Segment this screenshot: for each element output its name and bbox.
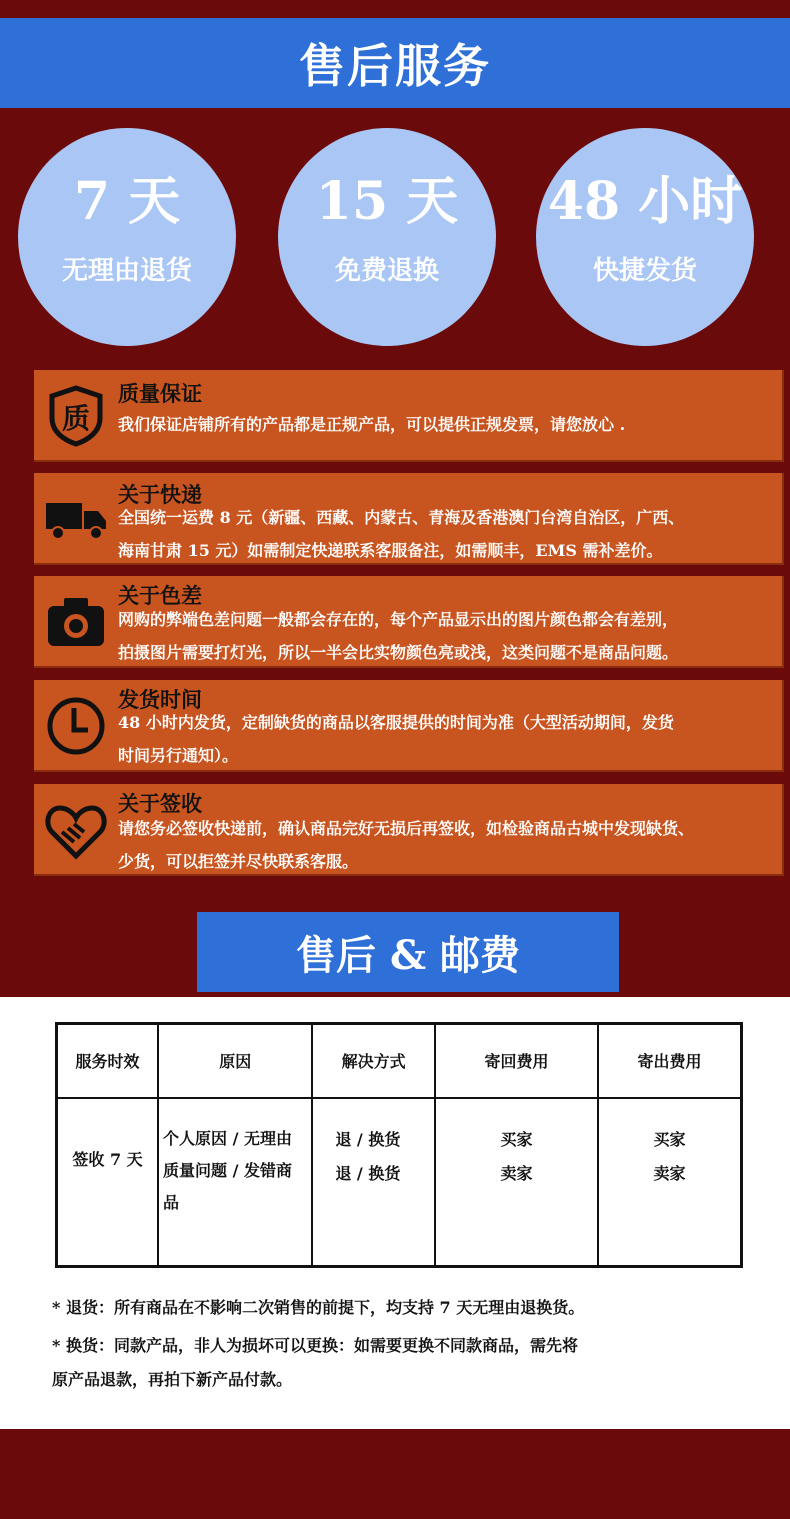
card-sign-for-delivery [34, 784, 784, 876]
table-header: 服务时效 [57, 1024, 159, 1098]
card-delivery [34, 473, 784, 565]
cell-line: 退 / 换货 [335, 1129, 401, 1149]
note-exchange-continued: 原产品退款，再拍下新产品付款。 [52, 1370, 293, 1389]
svg-text:质: 质 [61, 402, 91, 435]
badge-value: 48 小时 [547, 170, 743, 232]
section-title: 售后 & 邮费 [296, 931, 520, 979]
table-header: 原因 [158, 1024, 312, 1098]
table-cell-return-fee [435, 1098, 598, 1267]
card-text [118, 706, 778, 772]
badge-value: 7 天 [73, 170, 181, 232]
card-line: 请您务必签收快递前，确认商品完好无损后再签收，如检验商品古城中发现缺货、 [118, 819, 695, 838]
card-text [118, 408, 778, 441]
table-header: 寄出费用 [598, 1024, 741, 1098]
badge-48-hours [536, 128, 754, 346]
card-title: 关于快递 [118, 482, 202, 507]
card-line: 全国统一运费 8 元（新疆、西藏、内蒙古、青海及香港澳门台湾自治区，广西、 [118, 508, 685, 527]
cell-line: 品 [163, 1192, 180, 1212]
badge-label: 无理由退货 [61, 255, 192, 286]
table-cell-solution [312, 1098, 435, 1267]
page-title: 售后服务 [299, 39, 491, 93]
card-line: 海南甘肃 15 元）如需制定快递联系客服备注，如需顺丰，EMS 需补差价。 [118, 541, 663, 560]
cell-line: 卖家 [500, 1163, 533, 1183]
badge-15-days [278, 128, 496, 346]
card-line: 时间另行通知）。 [118, 746, 239, 765]
card-line: 少货，可以拒签并尽快联系客服。 [118, 852, 359, 871]
cell-line: 退 / 换货 [335, 1163, 401, 1183]
top-strip [0, 0, 790, 18]
card-title: 关于色差 [118, 583, 202, 608]
table-cell-send-fee [598, 1098, 741, 1267]
cell-line: 买家 [653, 1129, 686, 1149]
table-row [57, 1098, 742, 1267]
badge-label: 免费退换 [334, 255, 439, 286]
card-line: 拍摄图片需要打灯光，所以一半会比实物颜色亮或浅，这类问题不是商品问题。 [118, 643, 679, 662]
cell-line: 卖家 [653, 1163, 686, 1183]
card-text [118, 501, 778, 567]
table-header: 解决方式 [312, 1024, 435, 1098]
note-exchange: * 换货：同款产品，非人为损坏可以更换：如需要更换不同款商品，需先将 [52, 1336, 578, 1355]
card-text [118, 603, 778, 669]
table-header-row [57, 1024, 742, 1098]
card-line: 48 小时内发货，定制缺货的商品以客服提供的时间为准（大型活动期间，发货 [118, 713, 674, 732]
card-color-difference [34, 576, 784, 668]
truck-icon [44, 487, 108, 551]
card-title: 质量保证 [118, 381, 202, 406]
card-quality [34, 370, 784, 462]
header-banner [0, 18, 790, 108]
card-shipping-time [34, 680, 784, 772]
card-title: 关于签收 [118, 791, 202, 816]
card-line: 网购的弊端色差问题一般都会存在的，每个产品显示出的图片颜色都会有差别， [118, 610, 679, 629]
card-text [118, 812, 778, 878]
fee-table [55, 1022, 743, 1268]
table-cell-service: 签收 7 天 [57, 1098, 159, 1267]
badge-value: 15 天 [315, 170, 459, 232]
clock-icon [44, 694, 108, 758]
handshake-icon [44, 798, 108, 862]
camera-icon [44, 590, 108, 654]
section-banner [197, 912, 619, 992]
cell-line: 质量问题 / 发错商 [163, 1160, 293, 1180]
cell-line: 个人原因 / 无理由 [163, 1128, 293, 1148]
badge-7-days [18, 128, 236, 346]
card-title: 发货时间 [118, 687, 202, 712]
cell-line: 买家 [500, 1129, 533, 1149]
note-return: * 退货：所有商品在不影响二次销售的前提下，均支持 7 天无理由退换货。 [52, 1298, 585, 1317]
badge-label: 快捷发货 [592, 255, 697, 286]
table-cell-reason [158, 1098, 312, 1267]
quality-seal-icon [44, 384, 108, 448]
card-line: 我们保证店铺所有的产品都是正规产品，可以提供正规发票，请您放心 . [118, 415, 626, 434]
bottom-strip [0, 1429, 790, 1519]
table-header: 寄回费用 [435, 1024, 598, 1098]
